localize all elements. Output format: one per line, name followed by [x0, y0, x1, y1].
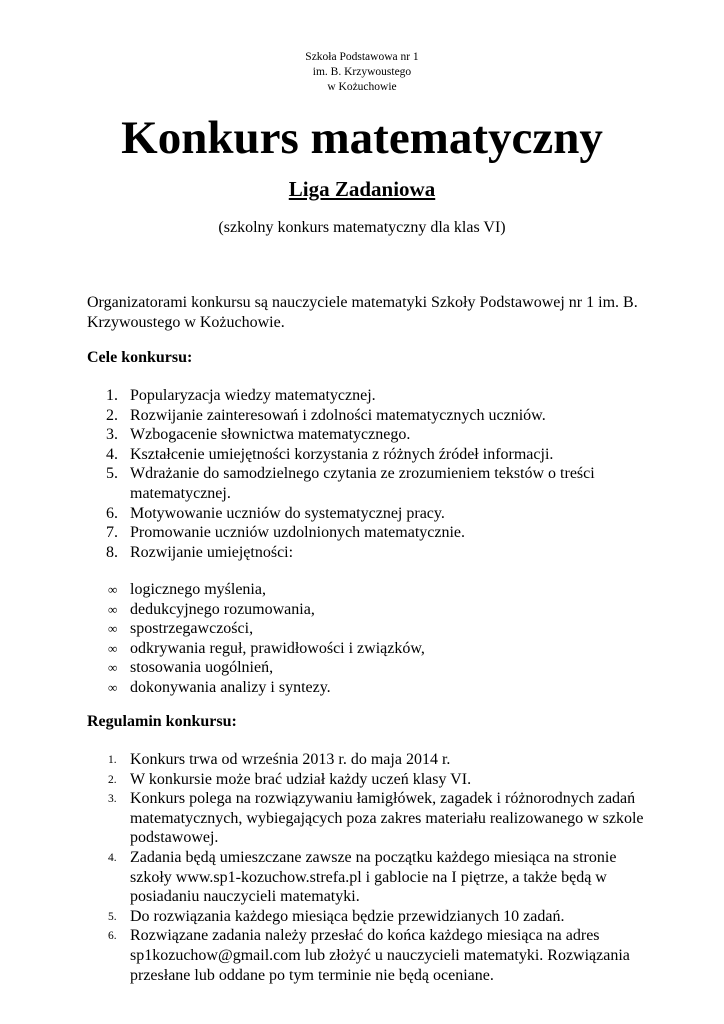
- infinity-bullet-icon: ∞: [108, 640, 118, 656]
- goal-number: 5.: [106, 465, 118, 483]
- infinity-bullet-icon: ∞: [108, 582, 118, 597]
- document-subtitle: Liga Zadaniowa: [288, 177, 436, 201]
- skill-text: dedukcyjnego rozumowania,: [130, 600, 315, 618]
- goal-number: 6.: [106, 504, 118, 522]
- goal-item: [106, 464, 646, 503]
- rule-text: Do rozwiązania każdego miesiąca będzie przewidzianych 10 zadań.: [130, 907, 565, 925]
- rule-text: Rozwiązane zadania należy przesłać do końca każdego miesiąca na adres sp1kozuchow@gmail.com lub złożyć u nauczycieli matematyki. Rozwiązania przesłane lub oddane po tym terminie nie będą oceniane.: [130, 927, 630, 984]
- rule-number: 2.: [108, 773, 117, 786]
- skill-text: odkrywania reguł, prawidłowości i związków,: [130, 639, 425, 657]
- goal-item: [106, 445, 646, 465]
- goal-text: Rozwijanie zainteresowań i zdolności matematycznych uczniów.: [130, 406, 546, 424]
- skills-list: [106, 580, 646, 698]
- goal-item: [106, 523, 646, 543]
- skill-text: spostrzegawczości,: [130, 620, 254, 638]
- document-title: Konkurs matematyczny: [121, 112, 603, 164]
- rules-heading: Regulamin konkursu:: [87, 713, 237, 730]
- goal-item: [106, 543, 646, 563]
- rule-number: 6.: [108, 930, 117, 943]
- goal-text: Kształcenie umiejętności korzystania z różnych źródeł informacji.: [130, 445, 554, 463]
- skill-text: logicznego myślenia,: [130, 581, 266, 598]
- goal-text: Rozwijanie umiejętności:: [130, 543, 294, 561]
- goal-number: 1.: [106, 387, 118, 404]
- rule-number: 3.: [108, 793, 117, 806]
- goal-number: 7.: [106, 524, 118, 542]
- goal-text: Popularyzacja wiedzy matematycznej.: [130, 387, 376, 404]
- goal-number: 8.: [106, 543, 118, 561]
- skill-item: [106, 658, 646, 678]
- skill-text: stosowania uogólnień,: [130, 659, 274, 677]
- rules-list: [106, 750, 646, 985]
- skill-item: [106, 678, 646, 698]
- goal-text: Motywowanie uczniów do systematycznej pracy.: [130, 504, 445, 522]
- goal-item: [106, 386, 646, 406]
- goal-text: Wzbogacenie słownictwa matematycznego.: [130, 426, 411, 444]
- goals-list: [106, 386, 646, 562]
- rule-item: [106, 907, 646, 927]
- school-town-line: w Kożuchowie: [327, 81, 397, 93]
- goals-heading: Cele konkursu:: [87, 349, 193, 366]
- rule-item: [106, 848, 646, 907]
- school-name-line: Szkoła Podstawowa nr 1: [305, 51, 419, 63]
- infinity-bullet-icon: ∞: [108, 621, 118, 637]
- infinity-bullet-icon: ∞: [108, 601, 118, 617]
- skill-item: [106, 619, 646, 639]
- document-description: (szkolny konkurs matematyczny dla klas VI): [218, 219, 506, 236]
- rule-number: 4.: [108, 851, 117, 864]
- rule-text: Konkurs polega na rozwiązywaniu łamigłówek, zagadek i różnorodnych zadań matematycznych, wybiegających poza zakres materiału realizowanego w szkole podstawowej.: [130, 790, 644, 847]
- rule-item: [106, 770, 646, 790]
- rule-number: 1.: [108, 754, 117, 766]
- goal-item: [106, 425, 646, 445]
- goal-number: 2.: [106, 406, 118, 424]
- goal-item: [106, 406, 646, 426]
- school-header: [0, 50, 724, 95]
- goal-text: Promowanie uczniów uzdolnionych matematycznie.: [130, 524, 466, 542]
- goal-text: Wdrażanie do samodzielnego czytania ze zrozumieniem tekstów o treści matematycznej.: [130, 465, 595, 502]
- infinity-bullet-icon: ∞: [108, 679, 118, 695]
- intro-paragraph: Organizatorami konkursu są nauczyciele matematyki Szkoły Podstawowej nr 1 im. B. Krzywoustego w Kożuchowie.: [87, 294, 638, 331]
- rule-text: Konkurs trwa od września 2013 r. do maja 2014 r.: [130, 751, 451, 768]
- goal-item: [106, 504, 646, 524]
- school-patron-line: im. B. Krzywoustego: [312, 66, 412, 78]
- rule-item: [106, 789, 646, 848]
- goal-number: 4.: [106, 445, 118, 463]
- skill-item: [106, 580, 646, 600]
- rule-number: 5.: [108, 910, 117, 923]
- skill-item: [106, 600, 646, 620]
- infinity-bullet-icon: ∞: [108, 660, 118, 676]
- skill-item: [106, 639, 646, 659]
- goal-number: 3.: [106, 426, 118, 444]
- rule-text: Zadania będą umieszczane zawsze na początku każdego miesiąca na stronie szkoły www.sp1-kozuchow.strefa.pl i gablocie na I piętrze, a także będą w posiadaniu nauczycieli matematyki.: [130, 848, 617, 906]
- rule-text: W konkursie może brać udział każdy uczeń klasy VI.: [130, 770, 472, 788]
- rule-item: [106, 750, 646, 770]
- skill-text: dokonywania analizy i syntezy.: [130, 678, 331, 696]
- rule-item: [106, 926, 646, 985]
